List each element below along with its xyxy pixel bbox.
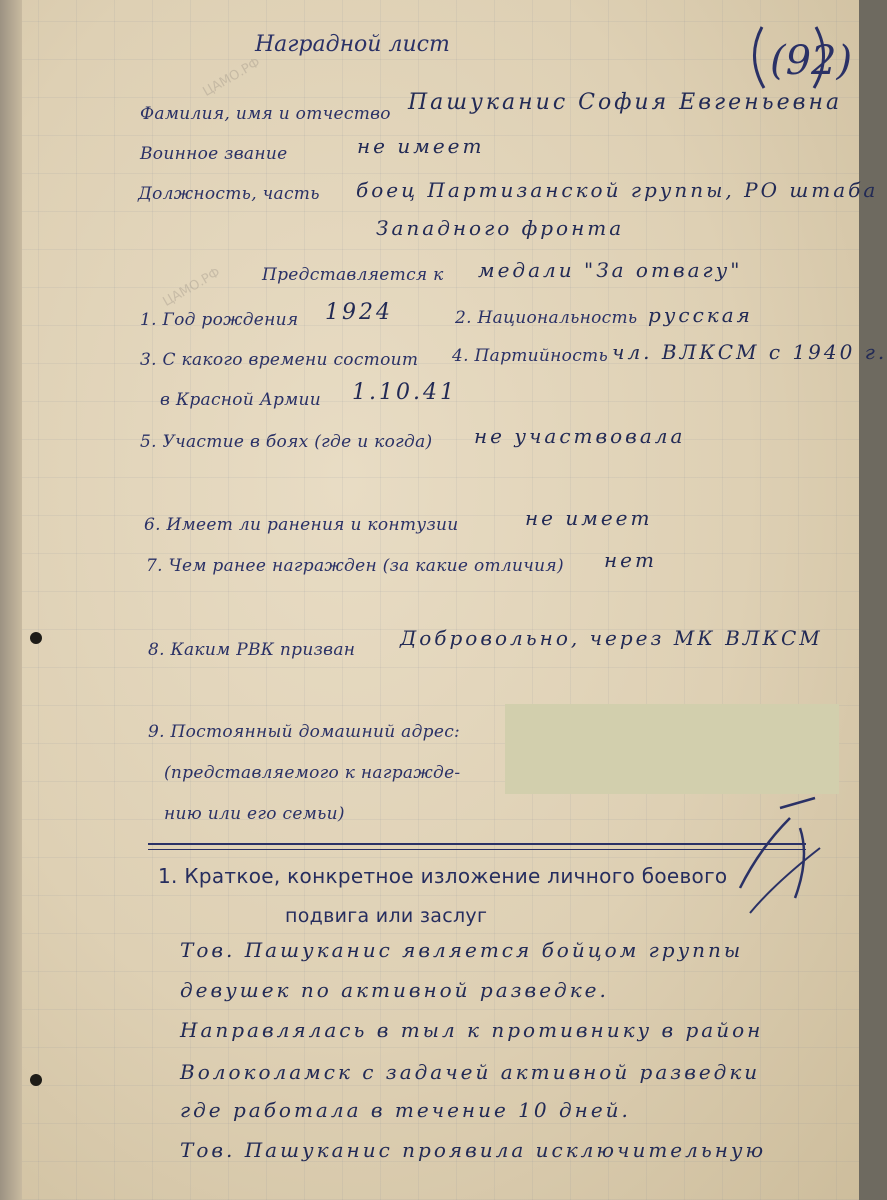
- wounds-label: 6. Имеет ли ранения и контузии: [144, 515, 459, 535]
- position-label: Должность, часть: [138, 184, 320, 204]
- redacted-address-block: [505, 704, 839, 794]
- award-value: медали "За отвагу": [478, 258, 743, 282]
- archive-number-mark: [744, 22, 853, 92]
- archive-number: (92): [770, 38, 853, 84]
- section-divider: [148, 849, 806, 850]
- watermark: ЦАМО.РФ: [200, 55, 264, 100]
- birth-year-value: 1924: [325, 300, 393, 325]
- position-value-line1: боец Партизанской группы, РО штаба: [356, 178, 879, 202]
- narrative-line: Тов. Пашуканис является бойцом группы: [180, 938, 744, 962]
- party-value: чл. ВЛКСМ с 1940 г.: [612, 340, 887, 364]
- rank-value: не имеет: [357, 134, 485, 158]
- nationality-label: 2. Национальность: [455, 308, 638, 328]
- page-edge: [0, 0, 22, 1200]
- nationality-value: русская: [648, 303, 753, 327]
- service-since-label-2: в Красной Армии: [160, 390, 322, 410]
- document-title: Наградной лист: [255, 32, 450, 57]
- section-divider: [148, 843, 806, 845]
- narrative-line: где работала в течение 10 дней.: [180, 1098, 631, 1122]
- narrative-line: Направлялась в тыл к противнику в район: [180, 1018, 764, 1042]
- address-label-1: 9. Постоянный домашний адрес:: [148, 722, 461, 742]
- battles-value: не участвовала: [474, 424, 686, 448]
- birth-year-label: 1. Год рождения: [140, 310, 299, 330]
- name-value: Пашуканис София Евгеньевна: [408, 90, 843, 115]
- binding-hole: [30, 1074, 42, 1086]
- award-label: Представляется к: [262, 265, 444, 285]
- party-label: 4. Партийность: [452, 346, 609, 366]
- narrative-line: девушек по активной разведке.: [180, 978, 609, 1002]
- previous-awards-label: 7. Чем ранее награжден (за какие отличия): [146, 556, 564, 576]
- rank-label: Воинное звание: [140, 144, 288, 164]
- battles-label: 5. Участие в боях (где и когда): [140, 432, 433, 452]
- previous-awards-value: нет: [604, 548, 657, 572]
- conscription-value: Добровольно, через МК ВЛКСМ: [400, 626, 823, 650]
- name-label: Фамилия, имя и отчество: [140, 104, 391, 124]
- narrative-line: Тов. Пашуканис проявила исключительную: [180, 1138, 767, 1162]
- watermark: ЦАМО.РФ: [160, 265, 224, 310]
- resolution-mark: [720, 788, 830, 928]
- position-value-line2: Западного фронта: [376, 216, 625, 240]
- address-label-2: (представляемого к награжде-: [164, 763, 461, 783]
- section1-heading-line1: 1. Краткое, конкретное изложение личного боевого: [158, 864, 728, 888]
- service-since-label-1: 3. С какого времени состоит: [140, 350, 419, 370]
- narrative-line: Волоколамск с задачей активной разведки: [180, 1060, 761, 1084]
- conscription-label: 8. Каким РВК призван: [148, 640, 356, 660]
- wounds-value: не имеет: [525, 506, 653, 530]
- section1-heading-line2: подвига или заслуг: [285, 905, 488, 927]
- address-label-3: нию или его семьи): [164, 804, 345, 824]
- service-since-value: 1.10.41: [352, 380, 457, 405]
- binding-hole: [30, 632, 42, 644]
